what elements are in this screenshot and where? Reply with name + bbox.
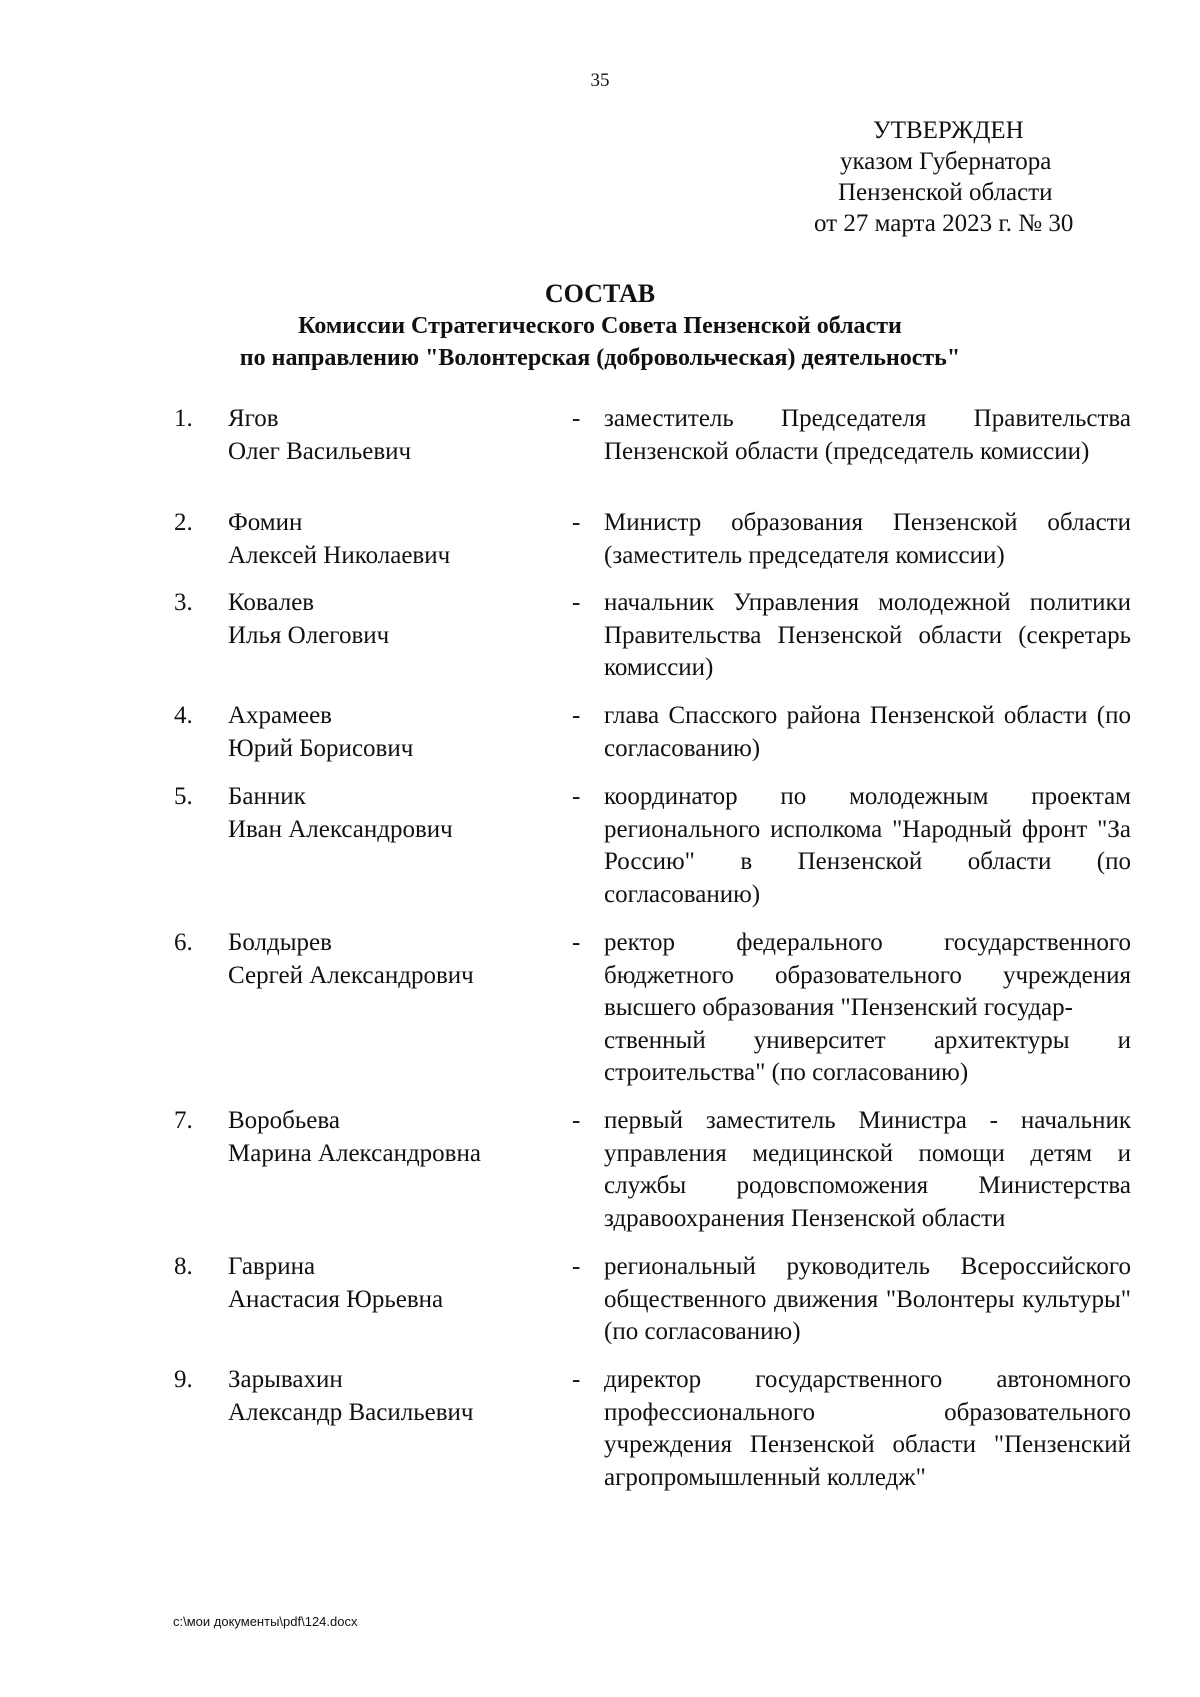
member-role: начальник Управления молодежной политики Правительства Пензенской области (секретарь комиссии): [604, 589, 1131, 681]
member-dash: -: [572, 1253, 581, 1280]
member-name: [228, 1364, 473, 1429]
member-surname: Зарывахин: [228, 1366, 343, 1393]
title-commission: Комиссии Стратегического Совета Пензенской области: [298, 313, 902, 339]
member-role: ректор федерального государственного бюджетного образовательного учреждения высшего образования "Пензенский государ- ственный университет архитектуры и строительства" (по согласованию): [604, 929, 1131, 1086]
member-surname: Гаврина: [228, 1253, 316, 1280]
members-list: [0, 403, 1200, 1510]
member-name: [228, 1105, 481, 1170]
member-item: [0, 1364, 1200, 1510]
member-role: координатор по молодежным проектам регионального исполкома "Народный фронт "За Россию" в Пензенской области (по согласованию): [604, 783, 1131, 908]
page-number: 35: [590, 70, 610, 91]
member-number: 8.: [174, 1253, 193, 1280]
member-name: [228, 781, 453, 846]
member-surname: Банник: [228, 783, 306, 810]
member-surname: Воробьева: [228, 1107, 340, 1134]
member-given-names: Алексей Николаевич: [228, 541, 451, 569]
member-name: [228, 403, 411, 468]
member-given-names: Сергей Александрович: [228, 961, 474, 989]
member-dash: -: [572, 1107, 581, 1134]
member-number: 1.: [174, 405, 193, 432]
member-number: 4.: [174, 702, 193, 729]
member-item: [0, 781, 1200, 927]
approval-line-decree: указом Губернатора: [840, 148, 1052, 175]
member-given-names: Иван Александрович: [228, 815, 453, 843]
member-given-names: Анастасия Юрьевна: [228, 1285, 444, 1313]
member-number: 9.: [174, 1366, 193, 1393]
title-direction: по направлению "Волонтерская (добровольческая) деятельность": [239, 345, 961, 371]
approval-line-approved: УТВЕРЖДЕН: [873, 117, 1024, 144]
member-dash: -: [572, 1366, 581, 1393]
member-name: [228, 507, 450, 572]
member-number: 7.: [174, 1107, 193, 1134]
member-role: региональный руководитель Всероссийского общественного движения "Волонтеры культуры" (по согласованию): [604, 1253, 1131, 1345]
member-item: [0, 700, 1200, 781]
member-item: [0, 1105, 1200, 1251]
approval-line-date: от 27 марта 2023 г. № 30: [814, 210, 1074, 237]
member-surname: Ягов: [228, 405, 279, 432]
member-given-names: Юрий Борисович: [228, 734, 414, 762]
member-number: 6.: [174, 929, 193, 956]
member-name: [228, 700, 413, 765]
member-name: [228, 587, 389, 652]
member-number: 2.: [174, 509, 193, 536]
member-role: глава Спасского района Пензенской области (по согласованию): [604, 702, 1131, 762]
member-role: первый заместитель Министра - начальник управления медицинской помощи детям и службы родовспоможения Министерства здравоохранения Пензенской области: [604, 1107, 1131, 1232]
member-given-names: Александр Васильевич: [228, 1398, 474, 1426]
member-item: [0, 507, 1200, 587]
member-number: 3.: [174, 589, 193, 616]
member-role: Министр образования Пензенской области (заместитель председателя комиссии): [604, 509, 1131, 569]
member-role: заместитель Председателя Правительства Пензенской области (председатель комиссии): [604, 405, 1131, 465]
member-surname: Ахрамеев: [228, 702, 332, 729]
member-item: [0, 1251, 1200, 1364]
file-path-footer: c:\мои документы\pdf\124.docx: [173, 1614, 358, 1629]
member-given-names: Марина Александровна: [228, 1139, 481, 1167]
member-role: директор государственного автономного профессионального образовательного учреждения Пензенской области "Пензенский агропромышленный колледж": [604, 1366, 1131, 1491]
member-dash: -: [572, 783, 581, 810]
member-name: [228, 1251, 443, 1316]
member-surname: Фомин: [228, 509, 303, 536]
title-main: СОСТАВ: [544, 279, 656, 308]
member-number: 5.: [174, 783, 193, 810]
member-dash: -: [572, 405, 581, 432]
member-dash: -: [572, 929, 581, 956]
approval-stamp: [780, 115, 1160, 239]
member-item: [0, 403, 1200, 507]
member-given-names: Олег Васильевич: [228, 437, 412, 465]
approval-line-region: Пензенской области: [838, 179, 1053, 206]
member-surname: Ковалев: [228, 589, 315, 616]
member-name: [228, 927, 474, 992]
member-item: [0, 927, 1200, 1105]
member-item: [0, 587, 1200, 700]
member-given-names: Илья Олегович: [228, 621, 390, 649]
member-dash: -: [572, 589, 581, 616]
member-dash: -: [572, 509, 581, 536]
member-dash: -: [572, 702, 581, 729]
member-surname: Болдырев: [228, 929, 332, 956]
document-title: [0, 278, 1200, 374]
